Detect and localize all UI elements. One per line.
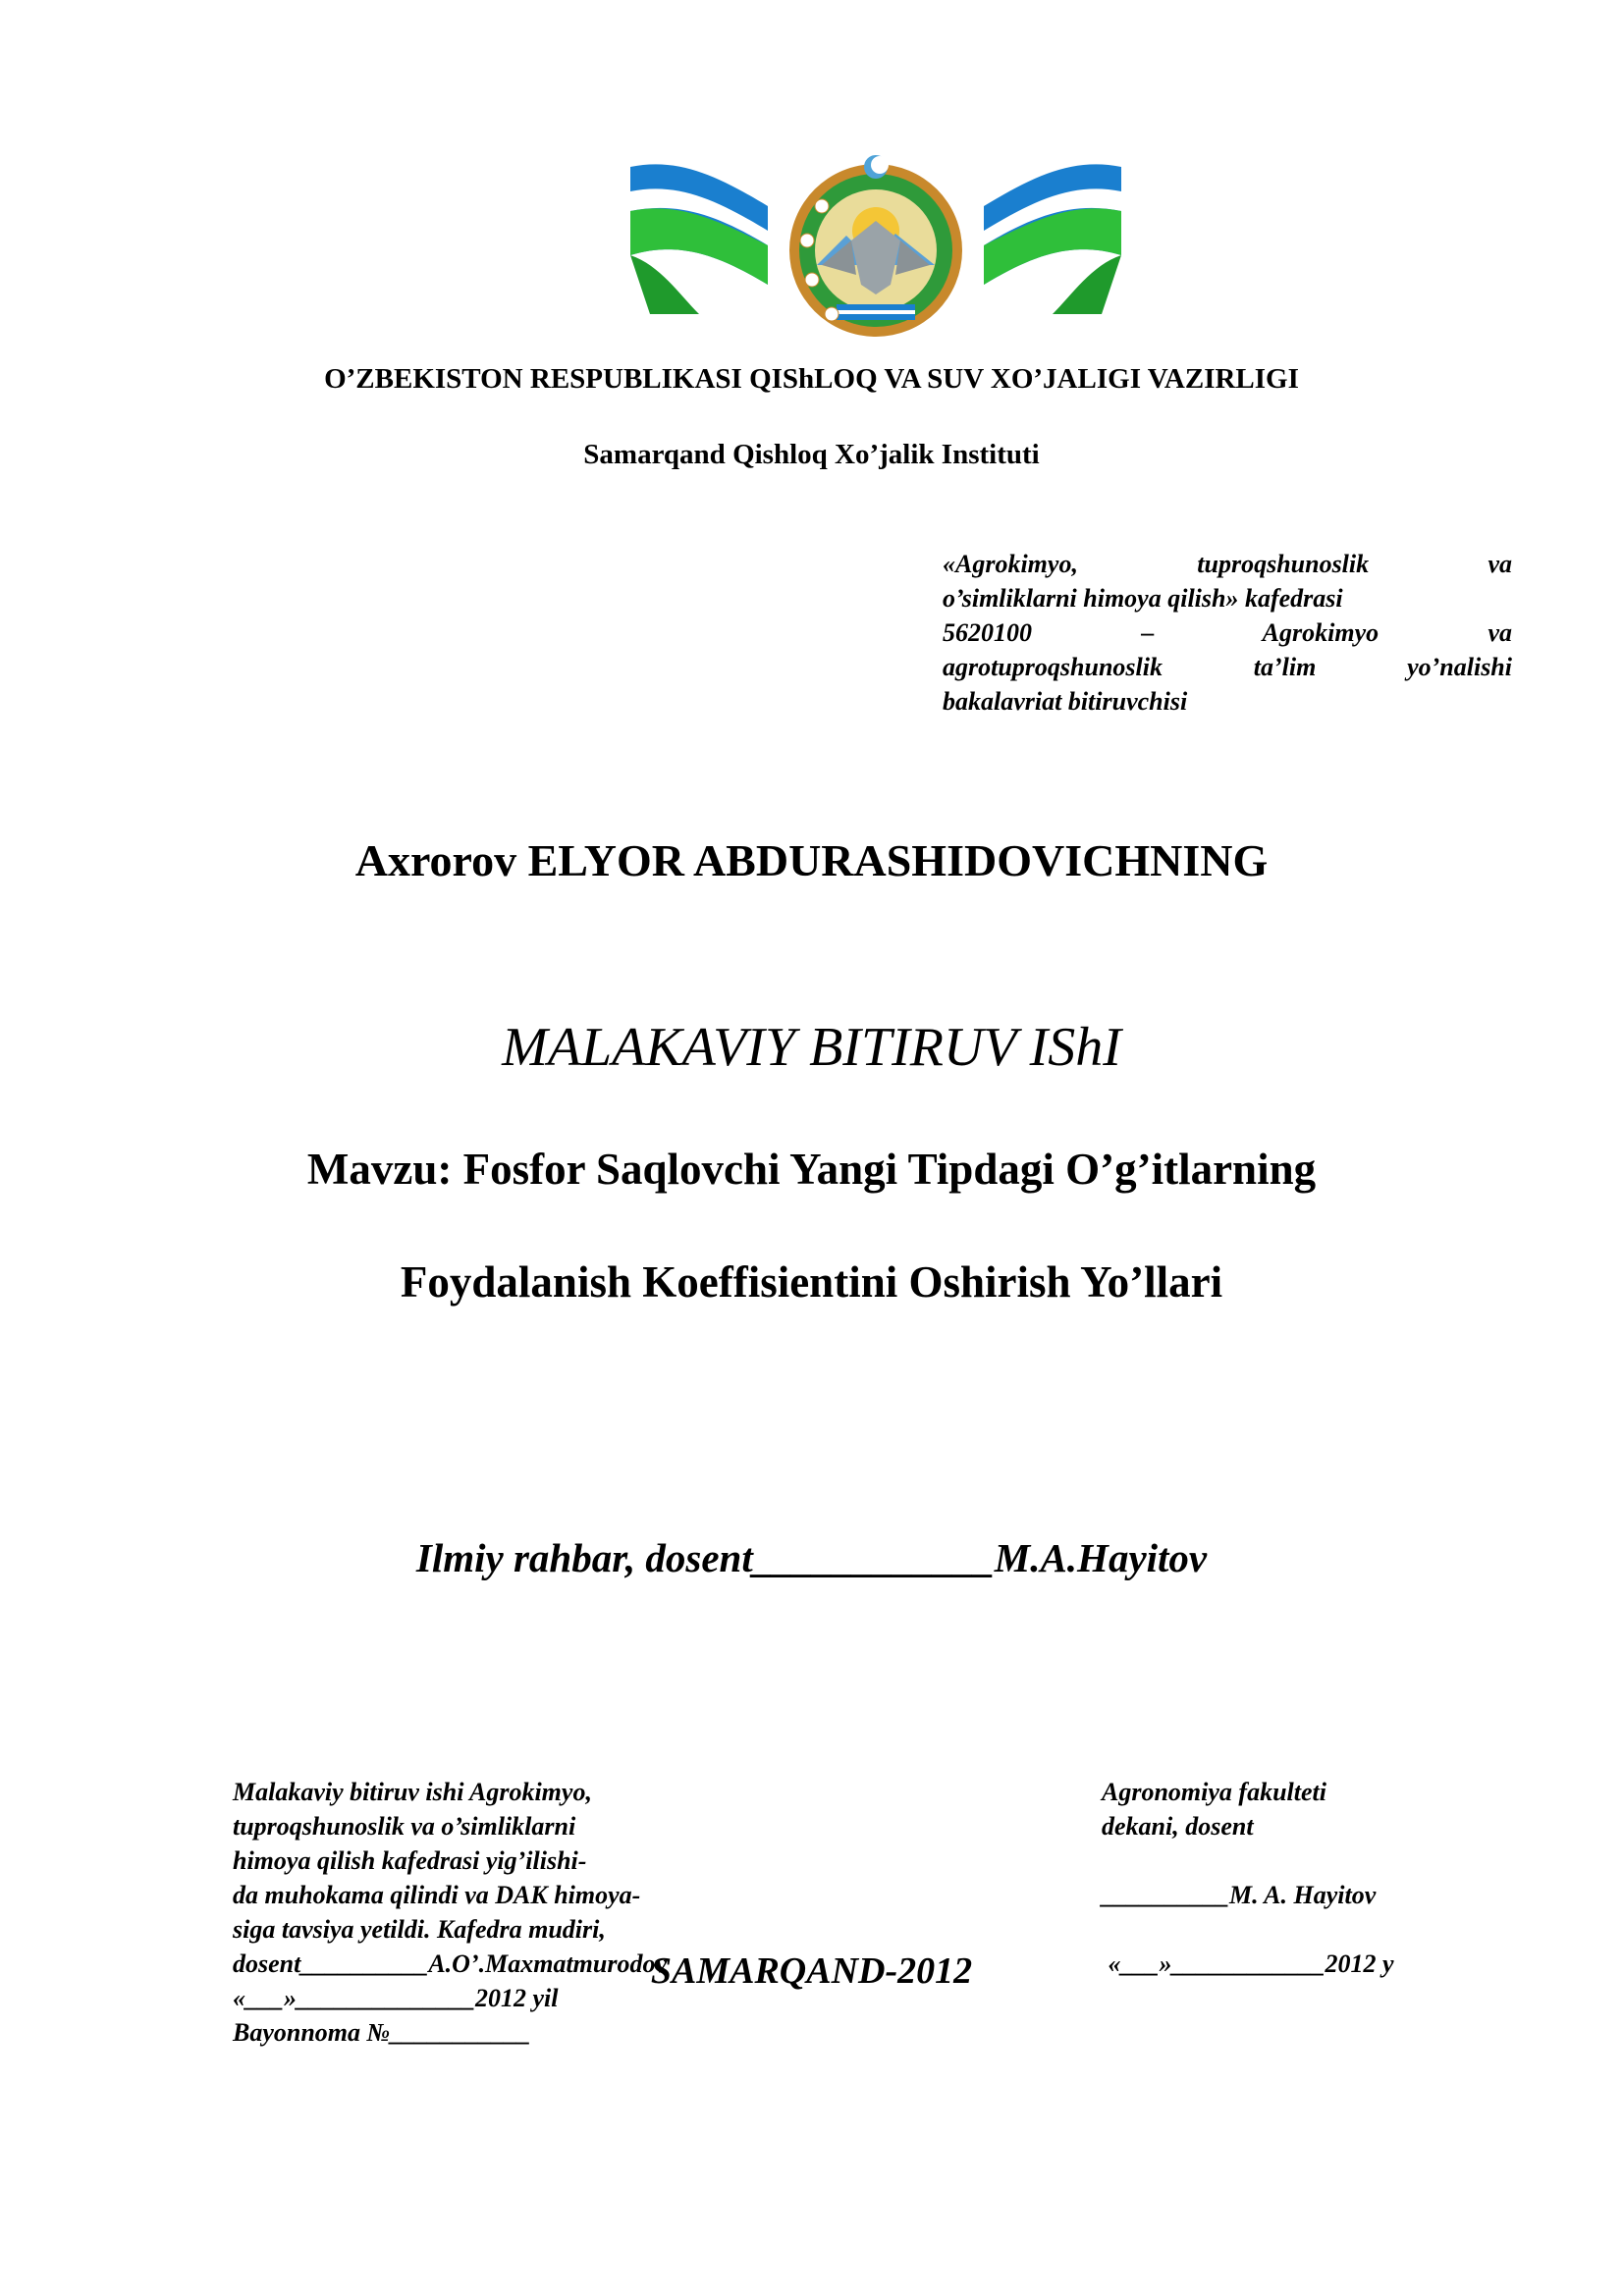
department-line: agrotuproqshunoslik ta’lim yo’nalishi xyxy=(943,653,1512,681)
supervisor-line: Ilmiy rahbar, dosent____________M.A.Hayitov xyxy=(415,1535,1208,1580)
approval-right-line xyxy=(1102,1843,1514,1878)
approval-left-line: dosent__________A.O’.Maxmatmurodov xyxy=(233,1949,668,1978)
approval-left-line: «___»______________2012 yil xyxy=(233,1984,559,2012)
approval-left-line: Malakaviy bitiruv ishi Agrokimyo, xyxy=(233,1778,592,1806)
approval-left-line: himoya qilish kafedrasi yig’ilishi- xyxy=(233,1846,587,1875)
approval-right-line xyxy=(1102,1912,1514,1947)
department-block xyxy=(943,547,1512,719)
student-name: Axrorov ELYOR ABDURASHIDOVICHNING xyxy=(354,835,1269,885)
approval-left-line: da muhokama qilindi va DAK himoya- xyxy=(233,1881,641,1909)
approval-left-line: siga tavsiya yetildi. Kafedra mudiri, xyxy=(233,1915,606,1944)
approval-right-line: dekani, dosent xyxy=(1102,1812,1254,1841)
department-line: bakalavriat bitiruvchisi xyxy=(943,687,1188,716)
topic-line-1: Mavzu: Fosfor Saqlovchi Yangi Tipdagi O’g’itlarning xyxy=(306,1145,1317,1194)
approval-right-line: __________M. A. Hayitov xyxy=(1102,1881,1377,1909)
topic-line-2: Foydalanish Koeffisientini Oshirish Yo’llari xyxy=(400,1257,1223,1307)
approval-right-line: «___»____________2012 y xyxy=(1102,1949,1394,1978)
department-line: «Agrokimyo, tuproqshunoslik va xyxy=(943,550,1512,578)
ministry-name: O’ZBEKISTON RESPUBLIKASI QIShLOQ VA SUV XO’JALIGI VAZIRLIGI xyxy=(324,363,1299,395)
approval-left-line: tuproqshunoslik va o’simliklarni xyxy=(233,1812,576,1841)
department-line: 5620100 – Agrokimyo va xyxy=(943,618,1512,647)
approval-right-line: Agronomiya fakulteti xyxy=(1102,1778,1326,1806)
approval-left-block xyxy=(233,1775,861,2050)
uzbekistan-state-emblem-icon xyxy=(621,147,1131,344)
department-line: o’simliklarni himoya qilish» kafedrasi xyxy=(943,584,1343,613)
work-type-title: MALAKAVIY BITIRUV IShI xyxy=(502,1017,1121,1078)
city-year: SAMARQAND-2012 xyxy=(650,1950,973,1992)
approval-left-line: Bayonnoma №___________ xyxy=(233,2018,531,2047)
institute-name: Samarqand Qishloq Xo’jalik Instituti xyxy=(583,439,1040,470)
